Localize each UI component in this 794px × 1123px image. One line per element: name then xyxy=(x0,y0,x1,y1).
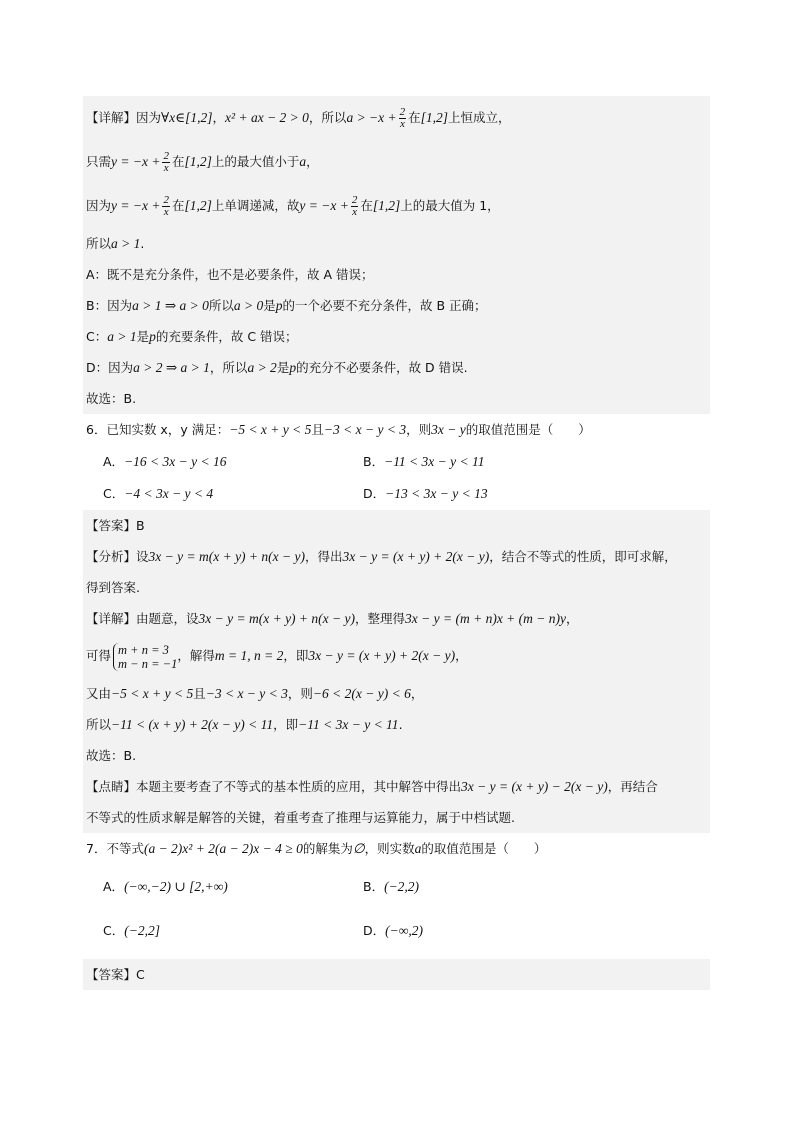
q7-options-row-1 xyxy=(83,865,710,909)
q7-option-b: B．(−2,2) xyxy=(363,879,420,894)
q7-options-row-2 xyxy=(83,909,710,953)
q6-detail-line-1: 【详解】由题意，设3x − y = m(x + y) + n(x − y)，整理得3x − y = (m + n)x + (m − n)y， xyxy=(86,611,579,626)
q7-option-c: C．(−2,2] xyxy=(103,923,160,938)
q7-question xyxy=(83,833,710,953)
q6-stem: 6．已知实数 x，y 满足：−5 < x + y < 5且−3 < x − y < 3，则3x − y的取值范围是（ ） xyxy=(86,422,591,437)
q6-choose: 故选：B. xyxy=(86,748,137,763)
q6-answer: 【答案】B xyxy=(86,518,145,533)
q6-option-d: D．−13 < 3x − y < 13 xyxy=(363,486,488,501)
q5-detail-line-4: 所以a > 1. xyxy=(86,236,145,251)
q6-comment-line-1: 【点睛】本题主要考查了不等式的基本性质的应用，其中解答中得出3x − y = (x + y) − 2(x − y)，再结合 xyxy=(86,779,658,794)
q5-detail-line-3: 因为y = −x + $\frac{2}{x}$ 在[1,2]上单调递减，故y = −x + $\frac{2}{x}$ 在[1,2]上的最大值为 1， xyxy=(86,194,500,218)
q6-detail-line-4: 所以−11 < (x + y) + 2(x − y) < 11，即−11 < 3x − y < 11. xyxy=(86,717,403,732)
fraction-2-over-x: $\frac{2}{x}$ xyxy=(163,194,169,218)
q7-answer-block xyxy=(83,959,710,990)
q7-stem: 7．不等式(a − 2)x² + 2(a − 2)x − 4 ≥ 0的解集为∅，则实数a的取值范围是（ ） xyxy=(86,841,547,856)
q6-question xyxy=(83,414,710,510)
q6-solution-block xyxy=(83,510,710,833)
q6-analysis-line-1: 【分析】设3x − y = m(x + y) + n(x − y)，得出3x − y = (x + y) + 2(x − y)，结合不等式的性质，即可求解， xyxy=(86,549,677,564)
q5-final-answer: 故选：B. xyxy=(86,391,137,406)
q6-detail-line-3: 又由−5 < x + y < 5且−3 < x − y < 3，则−6 < 2(x − y) < 6， xyxy=(86,686,424,701)
q6-options-row-1 xyxy=(83,446,710,478)
fraction-2-over-x: $\frac{2}{x}$ xyxy=(163,150,169,174)
q6-option-c: C．−4 < 3x − y < 4 xyxy=(103,486,214,501)
q5-option-c-analysis: C：a > 1是p的充要条件，故 C 错误； xyxy=(86,329,298,344)
q7-answer: 【答案】C xyxy=(86,967,145,982)
q6-option-a: A．−16 < 3x − y < 16 xyxy=(103,454,227,469)
q7-option-a: A．(−∞,−2) ∪ [2,+∞) xyxy=(103,879,228,894)
fraction-2-over-x: $\frac{2}{x}$ xyxy=(351,194,358,218)
q5-detail-block xyxy=(83,96,710,414)
q5-option-a-analysis: A：既不是充分条件，也不是必要条件，故 A 错误； xyxy=(86,267,374,282)
fraction-2-over-x: $\frac{2}{x}$ xyxy=(399,106,406,130)
q6-analysis-line-2: 得到答案. xyxy=(86,580,140,595)
q5-option-b-analysis: B：因为a > 1 ⇒ a > 0所以a > 0是p的一个必要不充分条件，故 B 正确； xyxy=(86,298,487,313)
q7-option-d: D．(−∞,2) xyxy=(363,923,423,938)
q6-detail-line-2: 可得 m + n = 3 m − n = −1 ，解得m = 1, n = 2，即3x − y = (x + y) + 2(x − y)， xyxy=(86,642,468,671)
q6-option-b: B．−11 < 3x − y < 11 xyxy=(363,454,485,469)
q5-option-d-analysis: D：因为a > 2 ⇒ a > 1，所以a > 2是p的充分不必要条件，故 D 错误. xyxy=(86,360,468,375)
q6-options-row-2 xyxy=(83,478,710,510)
q5-detail-line-2: 只需y = −x + $\frac{2}{x}$ 在[1,2]上的最大值小于a， xyxy=(86,150,319,174)
q6-comment-line-2: 不等式的性质求解是解答的关键，着重考查了推理与运算能力，属于中档试题. xyxy=(86,810,515,825)
equation-system: m + n = 3 m − n = −1 xyxy=(113,643,177,671)
document-page xyxy=(83,96,710,990)
q5-detail-line-1: 【详解】因为∀x∈[1,2]，x² + ax − 2 > 0，所以a > −x + $\frac{2}{x}$ 在[1,2]上恒成立， xyxy=(86,106,511,130)
